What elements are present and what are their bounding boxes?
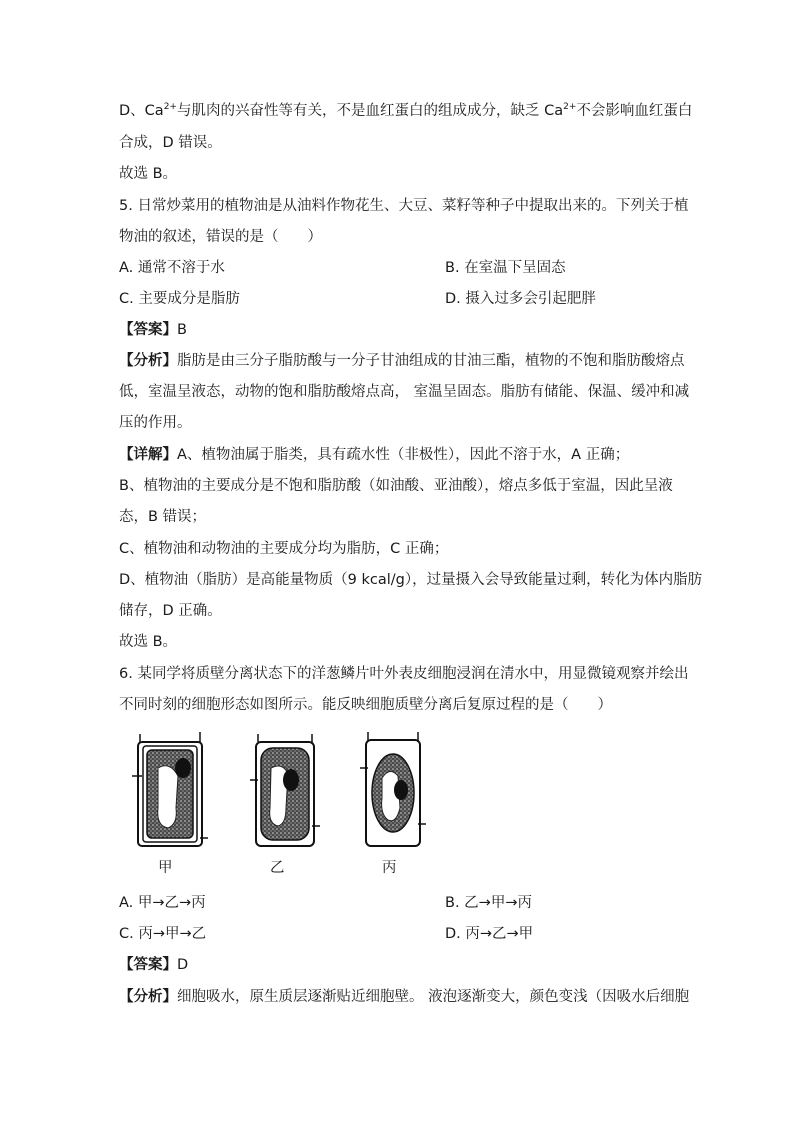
q6-stem-line2: 不同时刻的细胞形态如图所示。能反映细胞质壁分离后复原过程的是（ ）: [119, 697, 612, 713]
q5-analysis-line2: 低，室温呈液态，动物的饱和脂肪酸熔点高， 室温呈固态。脂肪有储能、保温、缓冲和减: [119, 384, 690, 400]
q6-option-d: D. 丙→乙→甲: [445, 926, 534, 942]
q5-analysis-line3: 压的作用。: [119, 415, 192, 431]
q5-stem-line1: 5. 日常炒菜用的植物油是从油料作物花生、大豆、菜籽等种子中提取出来的。下列关于植: [119, 198, 689, 214]
cell-bing: [360, 732, 426, 846]
q6-stem-line1: 6. 某同学将质壁分离状态下的洋葱鳞片叶外表皮细胞浸润在清水中，用显微镜观察并绘出: [119, 666, 689, 682]
q6-answer: [119, 955, 188, 975]
q5-option-b: B. 在室温下呈固态: [445, 260, 566, 276]
analysis-tag: 【分析】: [119, 989, 177, 1005]
q5-option-a: A. 通常不溶于水: [119, 260, 225, 276]
q5-detail-line2: B、植物油的主要成分是不饱和脂肪酸（如油酸、亚油酸），熔点多低于室温，因此呈液: [119, 478, 673, 494]
q5-detail-line1: 【详解】A、植物油属于脂类，具有疏水性（非极性），因此不溶于水，A 正确；: [119, 447, 630, 463]
superscript: 2+: [163, 102, 177, 112]
analysis-tag: 【分析】: [119, 353, 177, 369]
q5-analysis-line1: 【分析】脂肪是由三分子脂肪酸与一分子甘油组成的甘油三酯，植物的不饱和脂肪酸熔点: [119, 353, 685, 369]
q5-answer: [119, 320, 187, 340]
q5-option-c: C. 主要成分是脂肪: [119, 291, 240, 307]
q5-choose: 故选 B。: [119, 634, 178, 650]
q5-detail-line6: 储存，D 正确。: [119, 603, 222, 619]
q6-option-c: C. 丙→甲→乙: [119, 926, 207, 942]
answer-tag: 【答案】: [119, 957, 177, 973]
answer-tag: 【答案】: [119, 322, 177, 338]
figure-label-jia: 甲: [158, 860, 173, 876]
q5-detail-line4: C、植物油和动物油的主要成分均为脂肪，C 正确；: [119, 541, 449, 557]
figure-label-yi: 乙: [270, 860, 285, 876]
cell-jia: [132, 732, 208, 846]
prev-option-d-line2: 合成，D 错误。: [119, 135, 222, 151]
q5-stem-line2: 物油的叙述，错误的是（ ）: [119, 229, 322, 245]
prev-option-d-line1: D、$Ca^{2+}$与肌肉的兴奋性等有关，不是血红蛋白的组成成分，缺乏 $Ca^{2+}$不会影响血红蛋白: [119, 102, 693, 119]
q5-detail-line5: D、植物油（脂肪）是高能量物质（9 kcal/g），过量摄入会导致能量过剩，转化为体内脂肪: [119, 572, 703, 588]
cell-yi: [250, 734, 320, 846]
prev-choose: 故选 B。: [119, 166, 178, 182]
superscript: 2+: [563, 102, 577, 112]
figure-label-bing: 丙: [382, 860, 397, 876]
q6-option-a: A. 甲→乙→丙: [119, 895, 206, 911]
q6-analysis-line1: 【分析】细胞吸水，原生质层逐渐贴近细胞壁。 液泡逐渐变大，颜色变浅（因吸水后细胞: [119, 989, 690, 1005]
answer-value: D: [177, 957, 189, 973]
answer-value: B: [177, 322, 187, 338]
q6-option-b: B. 乙→甲→丙: [445, 895, 532, 911]
q5-detail-line3: 态，B 错误；: [119, 509, 207, 525]
detail-tag: 【详解】: [119, 447, 177, 463]
q5-option-d: D. 摄入过多会引起肥胖: [445, 291, 596, 307]
